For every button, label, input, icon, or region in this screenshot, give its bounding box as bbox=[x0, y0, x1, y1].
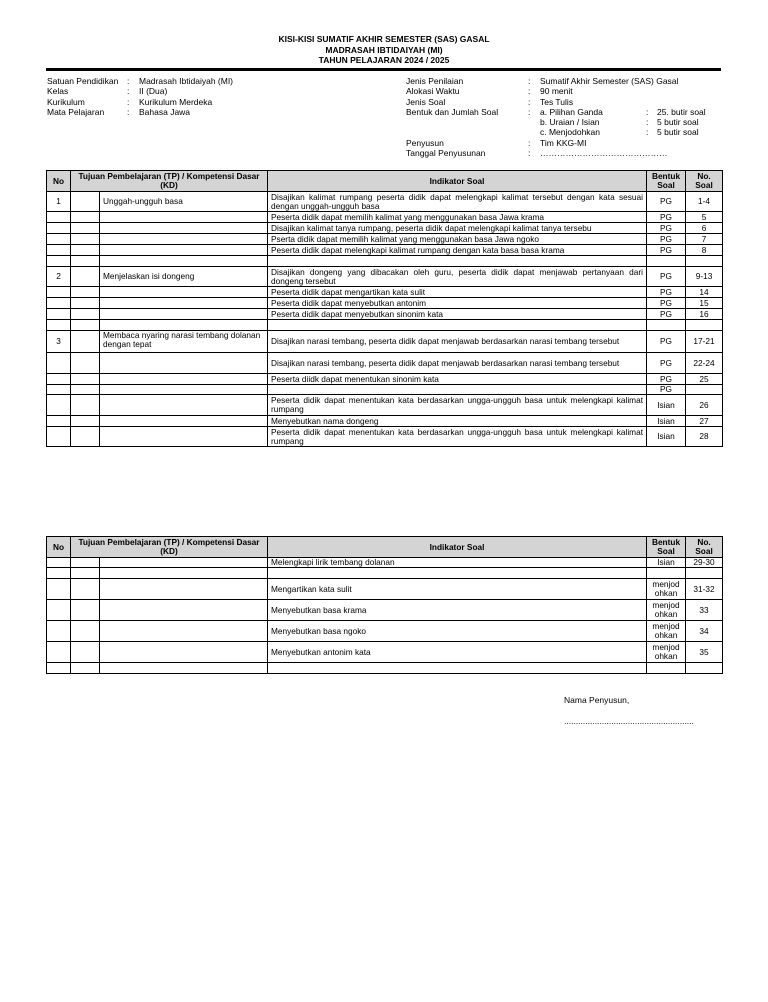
table-row bbox=[47, 192, 723, 212]
question-number: 1-4 bbox=[686, 192, 723, 212]
table-row bbox=[47, 287, 723, 298]
col-header-tp: Tujuan Pembelajaran (TP) / Kompetensi Dasar (KD) bbox=[71, 537, 268, 558]
question-form: PG bbox=[647, 374, 686, 385]
indicator: Menyebutkan antonim kata bbox=[268, 642, 647, 663]
header-school: MADRASAH IBTIDAIYAH (MI) bbox=[325, 44, 443, 55]
question-form: menjod ohkan bbox=[647, 642, 686, 663]
signature-label: Nama Penyusun, bbox=[564, 695, 630, 705]
col-header-bentuk: Bentuk Soal bbox=[647, 171, 686, 192]
learning-objective: Unggah-ungguh basa bbox=[100, 192, 268, 212]
question-number: 28 bbox=[686, 427, 723, 447]
indicator: Peserta didik dapat melengkapi kalimat rumpang dengan kata basa basa krama bbox=[268, 245, 647, 256]
indicator: Peserta didik dapat menyebutkan sinonim kata bbox=[268, 309, 647, 320]
header-divider bbox=[46, 68, 721, 71]
info-row bbox=[406, 97, 706, 107]
question-count: 5 butir soal bbox=[657, 117, 699, 128]
question-number: 8 bbox=[686, 245, 723, 256]
info-key: Mata Pelajaran bbox=[47, 106, 105, 117]
header-title: KISI-KISI SUMATIF AKHIR SEMESTER (SAS) GASAL bbox=[278, 34, 490, 44]
indicator: Disajikan kalimat tanya rumpang, peserta didik dapat melengkapi kalimat tanya tersebu bbox=[268, 223, 647, 234]
table-row bbox=[47, 642, 723, 663]
info-key: Kelas bbox=[47, 86, 69, 97]
info-row bbox=[406, 138, 706, 148]
info-row bbox=[47, 86, 233, 96]
col-header-no: No bbox=[47, 537, 71, 558]
question-form: PG bbox=[647, 287, 686, 298]
indicator: Disajikan dongeng yang dibacakan oleh guru, peserta didik dapat menjawab pertanyaan dari dongeng tersebut bbox=[268, 267, 647, 287]
table-row bbox=[47, 267, 723, 287]
indicator: Disajikan narasi tembang, peserta didik dapat menjawab berdasarkan narasi tembang tersebut bbox=[268, 353, 647, 374]
row-number: 1 bbox=[47, 192, 71, 212]
identity-info bbox=[47, 76, 233, 117]
table-row bbox=[47, 385, 723, 395]
indicator: Peserta didik dapat menyebutkan antonim bbox=[268, 298, 647, 309]
table-row bbox=[47, 600, 723, 621]
signature-line: ....................................................... bbox=[564, 716, 694, 726]
question-number: 15 bbox=[686, 298, 723, 309]
question-number: 5 bbox=[686, 212, 723, 223]
indicator: Mengartikan kata sulit bbox=[268, 579, 647, 600]
table-row bbox=[47, 309, 723, 320]
document-header bbox=[0, 34, 768, 66]
blueprint-table-1 bbox=[46, 170, 723, 447]
question-form: PG bbox=[647, 353, 686, 374]
info-key: Jenis Penilaian bbox=[406, 76, 464, 86]
question-form: menjod ohkan bbox=[647, 621, 686, 642]
question-number: 27 bbox=[686, 416, 723, 427]
table-row bbox=[47, 621, 723, 642]
question-form: PG bbox=[647, 267, 686, 287]
col-header-bentuk: Bentuk Soal bbox=[647, 537, 686, 558]
info-colon: : bbox=[528, 137, 531, 148]
indicator: Disajikan narasi tembang, peserta didik dapat menjawab berdasarkan narasi tembang tersebut bbox=[268, 331, 647, 353]
info-row bbox=[406, 127, 706, 137]
question-type-row bbox=[540, 117, 699, 127]
question-form: PG bbox=[647, 223, 686, 234]
question-form: Isian bbox=[647, 416, 686, 427]
info-colon: : bbox=[528, 106, 531, 117]
info-row bbox=[406, 107, 706, 117]
col-header-indikator: Indikator Soal bbox=[268, 537, 647, 558]
question-number: 35 bbox=[686, 642, 723, 663]
question-type: c. Menjodohkan bbox=[540, 127, 601, 138]
question-number: 31-32 bbox=[686, 579, 723, 600]
learning-objective: Menjelaskan isi dongeng bbox=[100, 267, 268, 287]
info-key: Kurikulum bbox=[47, 96, 85, 107]
indicator: Melengkapi lirik tembang dolanan bbox=[268, 558, 647, 568]
info-row bbox=[406, 76, 706, 86]
question-form: PG bbox=[647, 245, 686, 256]
info-value: 90 menit bbox=[540, 86, 573, 97]
info-colon: : bbox=[127, 96, 130, 107]
col-header-indikator: Indikator Soal bbox=[268, 171, 647, 192]
table-row bbox=[47, 353, 723, 374]
question-type-row bbox=[540, 107, 706, 117]
table-row bbox=[47, 579, 723, 600]
question-number: 6 bbox=[686, 223, 723, 234]
col-header-nosoal: No. Soal bbox=[686, 537, 723, 558]
question-form: PG bbox=[647, 385, 686, 395]
info-colon: : bbox=[646, 117, 649, 128]
table-row bbox=[47, 212, 723, 223]
question-count: 25. butir soal bbox=[657, 106, 706, 117]
info-value: Kurikulum Merdeka bbox=[139, 96, 213, 107]
info-row bbox=[47, 97, 233, 107]
blueprint-table-2 bbox=[46, 536, 723, 674]
info-value: Tes Tulis bbox=[540, 96, 574, 107]
table-row-empty bbox=[47, 256, 723, 267]
question-form: Isian bbox=[647, 395, 686, 416]
info-value: Sumatif Akhir Semester (SAS) Gasal bbox=[540, 76, 679, 86]
info-colon: : bbox=[127, 86, 130, 97]
indicator: Disajikan kalimat rumpang peserta didik dapat melengkapi kalimat tersebut dengan kata sesuai dengan unggah-ungguh basa bbox=[268, 192, 647, 212]
question-number: 9-13 bbox=[686, 267, 723, 287]
question-form: PG bbox=[647, 192, 686, 212]
learning-objective: Membaca nyaring narasi tembang dolanan dengan tepat bbox=[100, 331, 268, 353]
question-form: PG bbox=[647, 331, 686, 353]
table-row bbox=[47, 245, 723, 256]
table-row bbox=[47, 395, 723, 416]
question-number: 17-21 bbox=[686, 331, 723, 353]
info-colon: : bbox=[646, 106, 649, 117]
info-value: Tim KKG-MI bbox=[540, 137, 587, 148]
assessment-info bbox=[406, 76, 706, 158]
info-key: Jenis Soal bbox=[406, 96, 446, 107]
col-header-no: No bbox=[47, 171, 71, 192]
info-key: Tanggal Penyusunan bbox=[406, 148, 486, 159]
info-value: Madrasah Ibtidaiyah (MI) bbox=[139, 76, 234, 86]
table-row-empty bbox=[47, 568, 723, 579]
info-row bbox=[47, 107, 233, 117]
question-number: 33 bbox=[686, 600, 723, 621]
question-number: 16 bbox=[686, 309, 723, 320]
question-number: 26 bbox=[686, 395, 723, 416]
indicator: Menyebutkan nama dongeng bbox=[268, 416, 647, 427]
indicator: Menyebutkan basa krama bbox=[268, 600, 647, 621]
info-colon: : bbox=[528, 86, 531, 97]
info-colon: : bbox=[127, 106, 130, 117]
info-colon: : bbox=[646, 127, 649, 138]
table-row-empty bbox=[47, 320, 723, 331]
info-colon: : bbox=[528, 76, 531, 86]
col-header-nosoal: No. Soal bbox=[686, 171, 723, 192]
info-row bbox=[47, 76, 233, 86]
indicator: Peserta didik dapat mengartikan kata sulit bbox=[268, 287, 647, 298]
info-row bbox=[406, 148, 706, 158]
info-key: Bentuk dan Jumlah Soal bbox=[406, 106, 499, 117]
question-count: 5 butir soal bbox=[657, 127, 699, 138]
table-row bbox=[47, 427, 723, 447]
info-value: ……………………………………… bbox=[540, 148, 668, 159]
header-year: TAHUN PELAJARAN 2024 / 2025 bbox=[318, 55, 450, 65]
info-value: Bahasa Jawa bbox=[139, 106, 191, 117]
table-row bbox=[47, 558, 723, 568]
indicator: Menyebutkan basa ngoko bbox=[268, 621, 647, 642]
table-row bbox=[47, 331, 723, 353]
question-form: PG bbox=[647, 234, 686, 245]
table-header-row bbox=[47, 171, 723, 192]
info-row bbox=[406, 117, 706, 127]
table-row bbox=[47, 298, 723, 309]
question-form: PG bbox=[647, 309, 686, 320]
indicator: Peserta didik dapat menentukan kata berdasarkan ungga-ungguh basa untuk melengkapi kalimat rumpang bbox=[268, 427, 647, 447]
question-type: b. Uraian / Isian bbox=[540, 117, 600, 128]
table-row-empty bbox=[47, 663, 723, 674]
col-header-tp: Tujuan Pembelajaran (TP) / Kompetensi Dasar (KD) bbox=[71, 171, 268, 192]
indicator: Peserta didik dapat memilih kalimat yang menggunakan basa Jawa krama bbox=[268, 212, 647, 223]
indicator: Peserta diidk dapat menentukan sinonim kata bbox=[268, 374, 647, 385]
info-colon: : bbox=[528, 96, 531, 107]
row-number: 3 bbox=[47, 331, 71, 353]
question-number: 29-30 bbox=[686, 558, 723, 568]
info-key: Satuan Pendidikan bbox=[47, 76, 119, 86]
question-number: 7 bbox=[686, 234, 723, 245]
question-form: menjod ohkan bbox=[647, 600, 686, 621]
question-number: 34 bbox=[686, 621, 723, 642]
info-row bbox=[406, 86, 706, 96]
question-form: Isian bbox=[647, 427, 686, 447]
question-form: Isian bbox=[647, 558, 686, 568]
table-row bbox=[47, 223, 723, 234]
indicator: Peserta didik dapat menentukan kata berdasarkan ungga-ungguh basa untuk melengkapi kalimat rumpang bbox=[268, 395, 647, 416]
question-form: PG bbox=[647, 212, 686, 223]
question-number: 25 bbox=[686, 374, 723, 385]
table-row bbox=[47, 416, 723, 427]
question-form: menjod ohkan bbox=[647, 579, 686, 600]
table-row bbox=[47, 234, 723, 245]
info-key: Penyusun bbox=[406, 137, 444, 148]
question-number: 22-24 bbox=[686, 353, 723, 374]
table-row bbox=[47, 374, 723, 385]
question-number: 14 bbox=[686, 287, 723, 298]
info-colon: : bbox=[127, 76, 130, 86]
indicator: Pserta didik dapat memilih kalimat yang menggunakan basa Jawa ngoko bbox=[268, 234, 647, 245]
row-number: 2 bbox=[47, 267, 71, 287]
table-header-row bbox=[47, 537, 723, 558]
question-type: a. Pilihan Ganda bbox=[540, 106, 603, 117]
question-form: PG bbox=[647, 298, 686, 309]
info-colon: : bbox=[528, 148, 531, 159]
info-value: II (Dua) bbox=[139, 86, 168, 97]
info-key: Alokasi Waktu bbox=[406, 86, 460, 97]
question-type-row bbox=[540, 127, 699, 137]
